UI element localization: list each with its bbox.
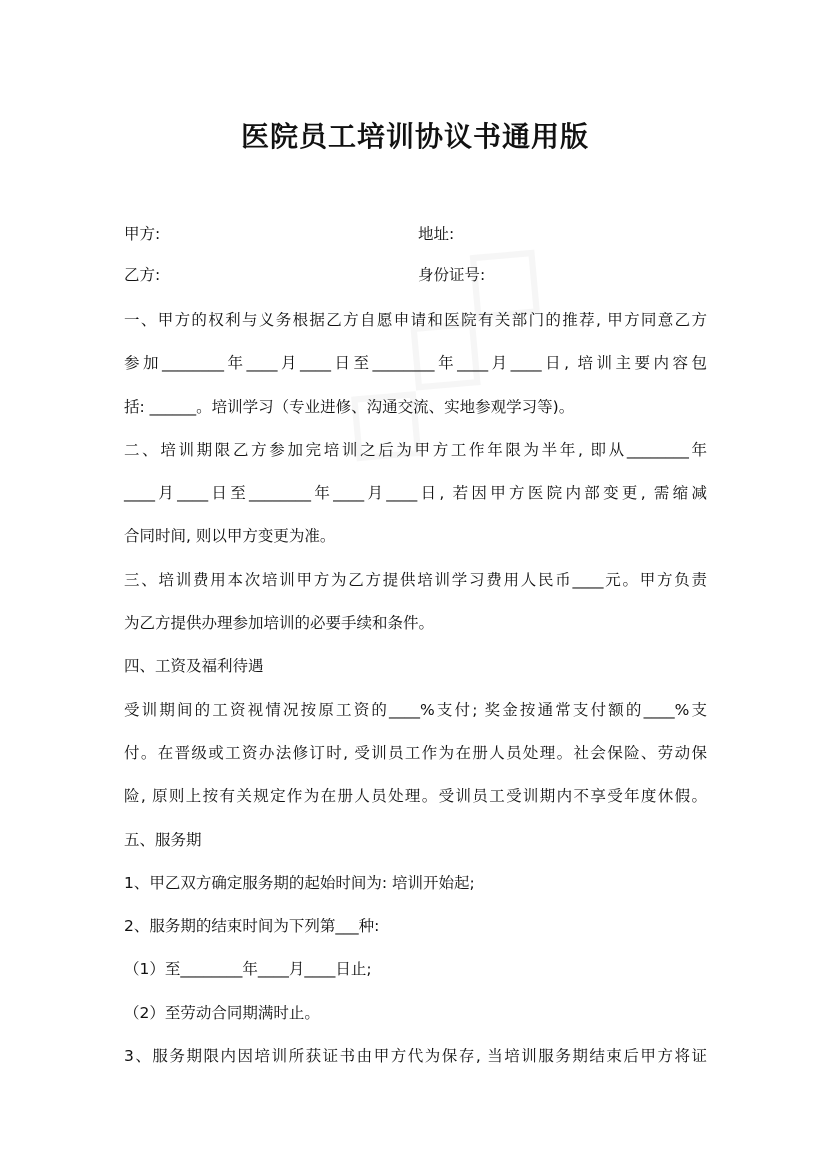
paragraph-line: 付。在晋级或工资办法修订时, 受训员工作为在册人员处理。社会保险、劳动保 [124, 743, 707, 762]
paragraph-line: 四、工资及福利待遇 [124, 657, 264, 676]
paragraph-line: ____月____日至________年____月____日, 若因甲方医院内部变更, 需缩减 [124, 484, 707, 503]
paragraph-line: 参加________年____月____日至________年____月____日, 培训主要内容包 [124, 354, 707, 373]
paragraph-line: 1、甲乙双方确定服务期的起始时间为: 培训开始起; [124, 873, 475, 892]
document-body [124, 305, 707, 1084]
paragraph-line: 三、培训费用本次培训甲方为乙方提供培训学习费用人民币____元。甲方负责 [124, 570, 707, 589]
paragraph-line: 3、服务期限内因培训所获证书由甲方代为保存, 当培训服务期结束后甲方将证 [124, 1047, 707, 1066]
paragraph-line: 合同时间, 则以甲方变更为准。 [124, 527, 336, 546]
document-title: 医院员工培训协议书通用版 [240, 120, 589, 153]
paragraph-line: 括: ______。培训学习（专业进修、沟通交流、实地参观学习等)。 [124, 397, 575, 416]
paragraph-line: 险, 原则上按有关规定作为在册人员处理。受训员工受训期内不享受年度休假。 [124, 787, 707, 806]
party-b-label: 乙方: [124, 266, 161, 284]
paragraph-line: 2、服务期的结束时间为下列第___种: [124, 917, 380, 936]
paragraph-line: 为乙方提供办理参加培训的必要手续和条件。 [124, 614, 435, 633]
paragraph-line: 受训期间的工资视情况按原工资的____%支付; 奖金按通常支付额的____%支 [124, 700, 707, 719]
paragraph-line: 二、培训期限乙方参加完培训之后为甲方工作年限为半年, 即从________年 [124, 440, 707, 459]
id-number-label: 身份证号: [418, 266, 486, 284]
address-label: 地址: [418, 225, 455, 243]
paragraph-line: 五、服务期 [124, 830, 202, 849]
party-a-label: 甲方: [124, 225, 161, 243]
paragraph-line: （1）至________年____月____日止; [124, 960, 372, 979]
paragraph-line: （2）至劳动合同期满时止。 [124, 1003, 320, 1022]
paragraph-line: 一、甲方的权利与义务根据乙方自愿申请和医院有关部门的推荐, 甲方同意乙方 [124, 311, 707, 329]
